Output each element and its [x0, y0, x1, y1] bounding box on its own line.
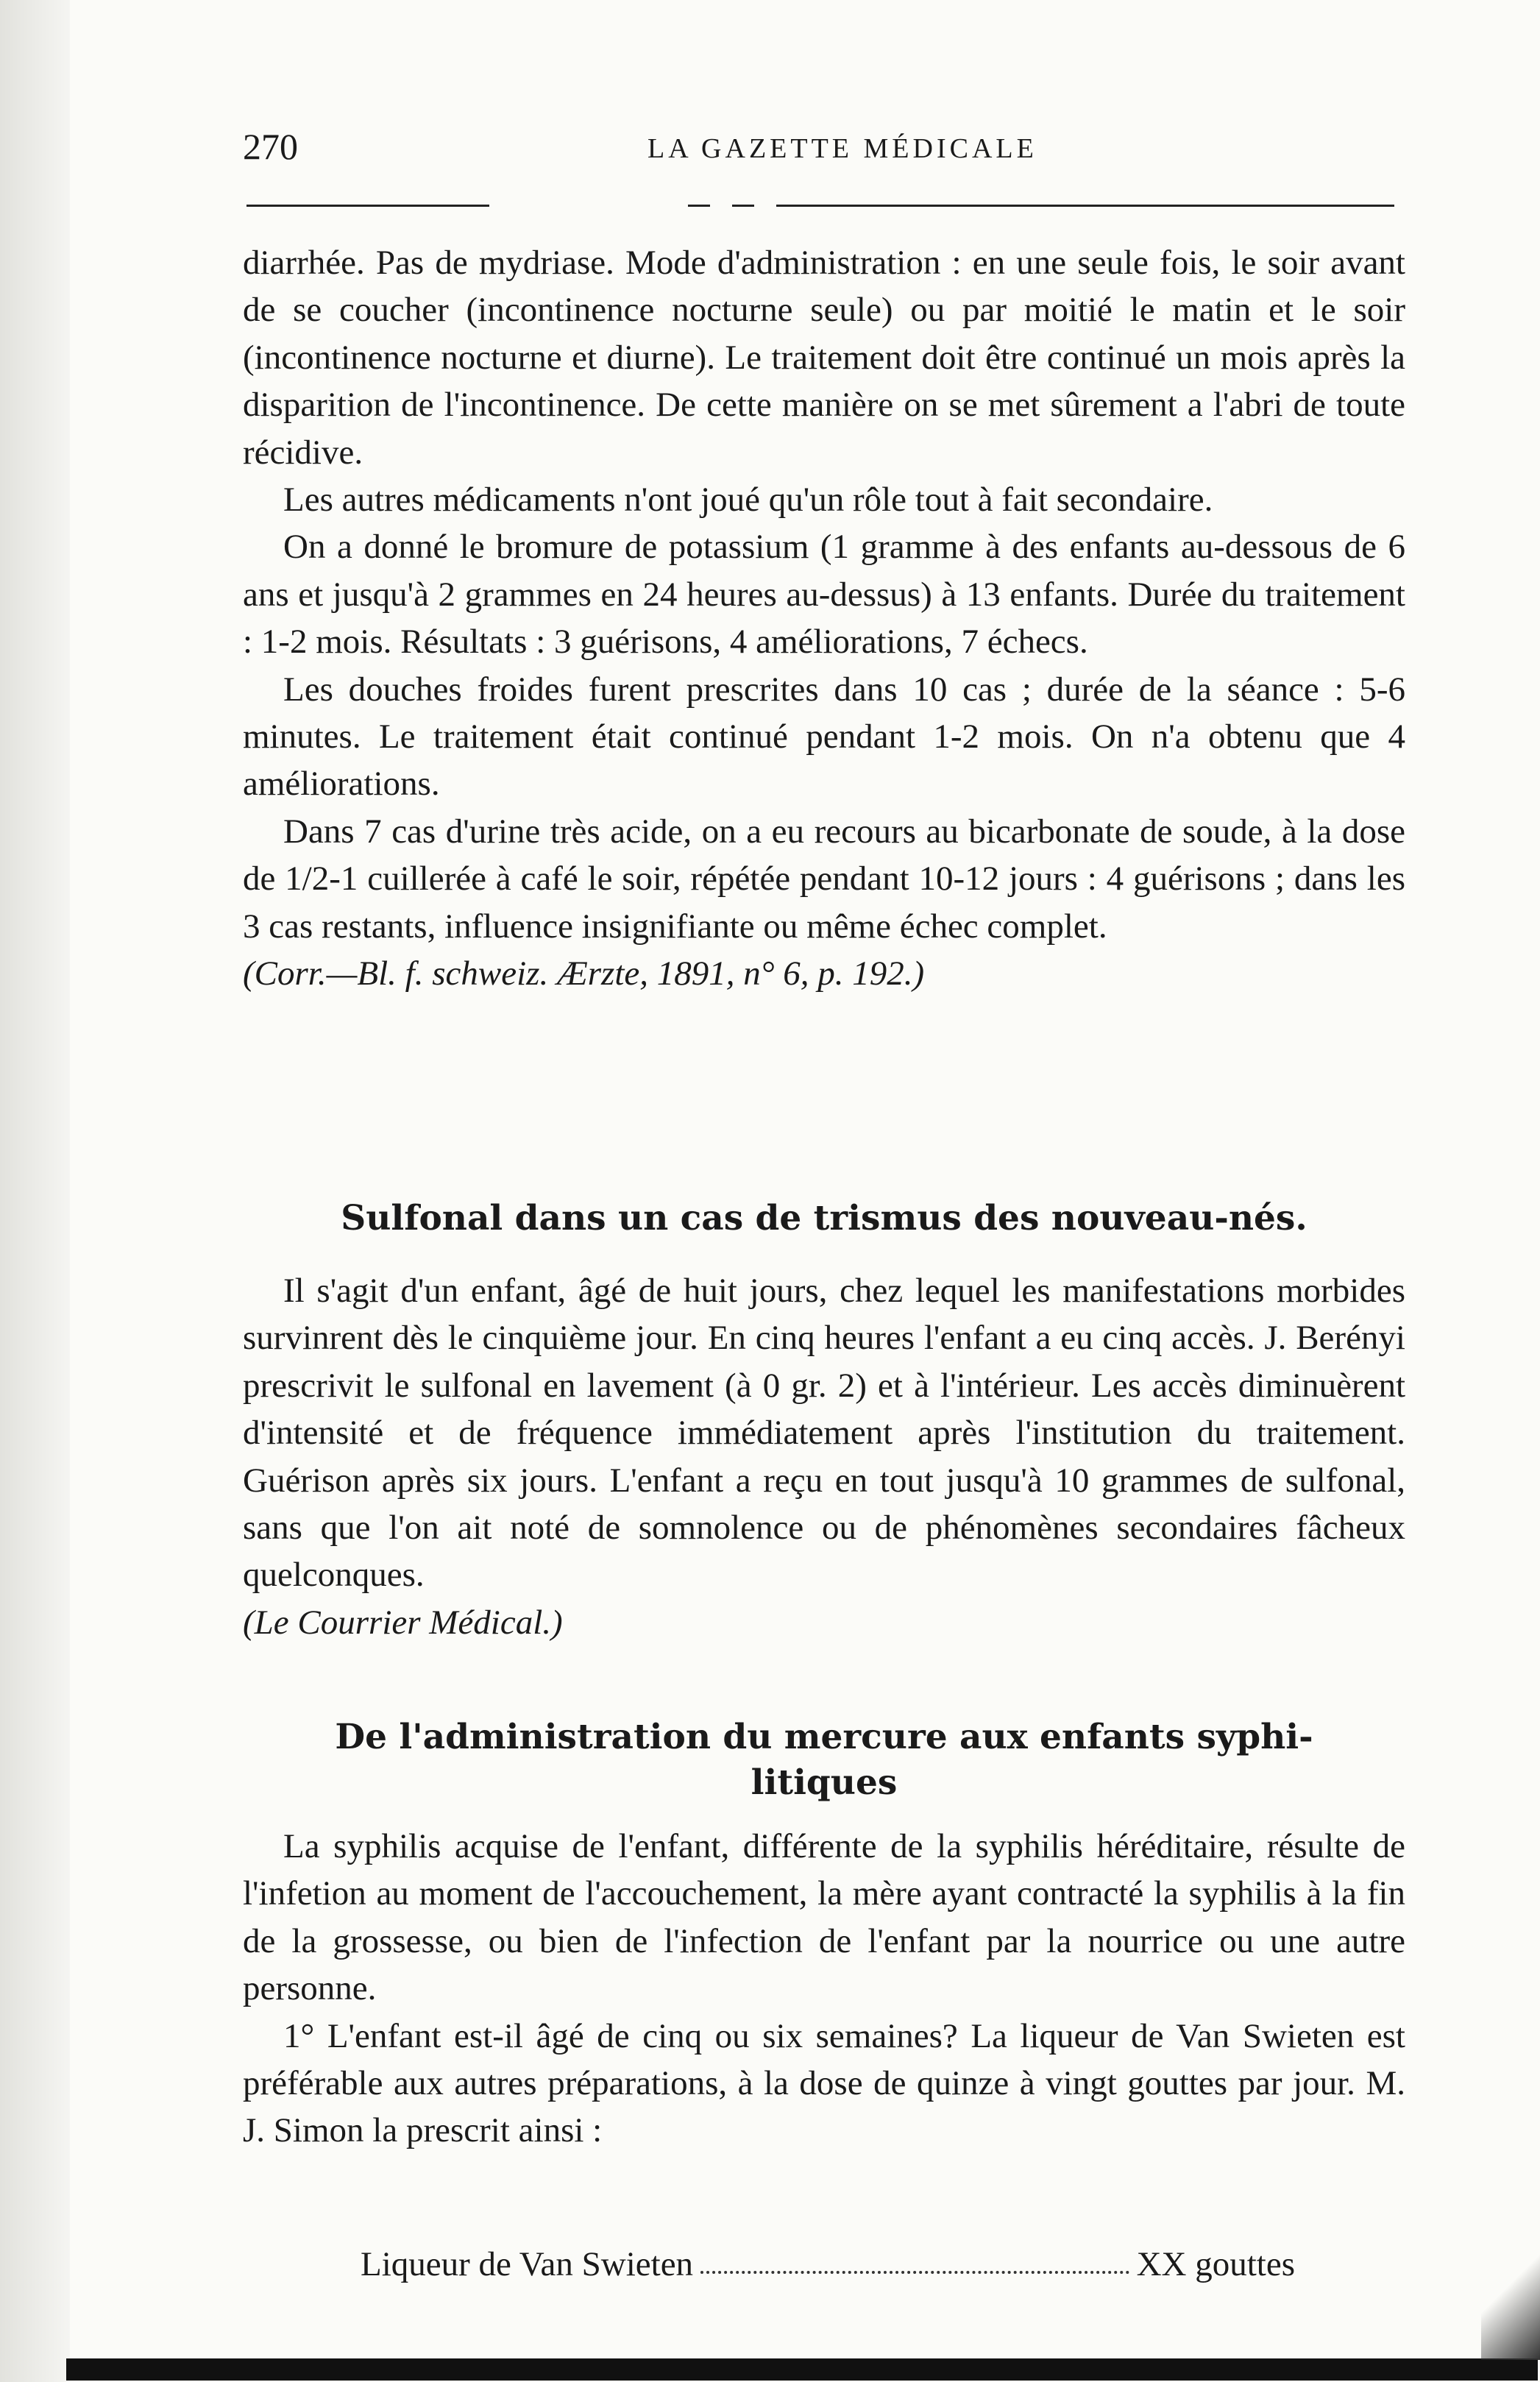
- header-rule: [688, 205, 710, 207]
- header-rule: [776, 205, 1394, 207]
- header-rule: [732, 205, 754, 207]
- paragraph: La syphilis acquise de l'enfant, différente de la syphilis héréditaire, résulte de l'infetion au moment de l'accouchement, la mère ayant contracté la syphilis à la fin de la grossesse, ou bien de l'infection de l'enfant par la nourrice ou une autre personne.: [243, 1827, 1405, 2008]
- section-heading: Sulfonal dans un cas de trismus des nouveau-nés.: [341, 1198, 1307, 1238]
- citation: (Le Courrier Médical.): [243, 1603, 563, 1642]
- article-continuation: [243, 239, 1405, 998]
- dot-leader: [700, 2244, 1129, 2274]
- paragraph: diarrhée. Pas de mydriase. Mode d'administration : en une seule fois, le soir avant de se coucher (incontinence nocturne seule) ou par moitié le matin et le soir (incontinence nocturne et diurne). Le traitement doit être continué un mois après la disparition de l'incontinence. De cette manière on se met sûrement a l'abri de toute récidive.: [243, 244, 1405, 472]
- paragraph: Les autres médicaments n'ont joué qu'un rôle tout à fait secondaire.: [283, 481, 1213, 520]
- paragraph: Les douches froides furent prescrites dans 10 cas ; durée de la séance : 5-6 minutes. Le traitement était continué pendant 1-2 mois. On n'a obtenu que 4 améliorations.: [243, 670, 1405, 804]
- paragraph: 1° L'enfant est-il âgé de cinq ou six semaines? La liqueur de Van Swieten est préférable aux autres préparations, à la dose de quinze à vingt gouttes par jour. M. J. Simon la prescrit ainsi :: [243, 2016, 1405, 2150]
- article-mercure: [243, 1823, 1405, 2155]
- paragraph: On a donné le bromure de potassium (1 gramme à des enfants au-dessous de 6 ans et jusqu'à 2 grammes en 24 heures au-dessus) à 13 enfants. Durée du traitement : 1-2 mois. Résultats : 3 guérisons, 4 améliorations, 7 échecs.: [243, 528, 1405, 662]
- running-head: LA GAZETTE MÉDICALE: [647, 133, 1037, 164]
- citation: (Corr.—Bl. f. schweiz. Ærzte, 1891, n° 6, p. 192.): [243, 954, 925, 993]
- header-rule: [246, 205, 489, 207]
- scan-bottom-edge: [66, 2358, 1538, 2381]
- section-heading-line: De l'administration du mercure aux enfants syphi-: [335, 1717, 1313, 1757]
- section-heading-line: litiques: [751, 1762, 898, 1803]
- scan-margin: [0, 0, 70, 2382]
- paragraph: Il s'agit d'un enfant, âgé de huit jours, chez lequel les manifestations morbides survinrent dès le cinquième jour. En cinq heures l'enfant a eu cinq accès. J. Berényi prescrivit le sulfonal en lavement (à 0 gr. 2) et à l'intérieur. Les accès diminuèrent d'intensité et de fréquence immédiatement après l'institution du traitement. Guérison après six jours. L'enfant a reçu en tout jusqu'à 10 grammes de sulfonal, sans que l'on ait noté de somnolence ou de phénomènes secondaires fâcheux quelconques.: [243, 1272, 1405, 1595]
- prescription-item: Liqueur de Van Swieten: [361, 2245, 694, 2283]
- article-sulfonal: [243, 1267, 1405, 1646]
- section-heading: [243, 1715, 1405, 1806]
- page-number: 270: [243, 126, 298, 167]
- prescription-quantity: XX gouttes: [1136, 2245, 1295, 2283]
- scan-corner-shadow: [1481, 2242, 1540, 2360]
- prescription-line: [361, 2244, 1295, 2284]
- paragraph: Dans 7 cas d'urine très acide, on a eu recours au bicarbonate de soude, à la dose de 1/2-1 cuillerée à café le soir, répétée pendant 10-12 jours : 4 guérisons ; dans les 3 cas restants, influence insignifiante ou même échec complet.: [243, 812, 1405, 946]
